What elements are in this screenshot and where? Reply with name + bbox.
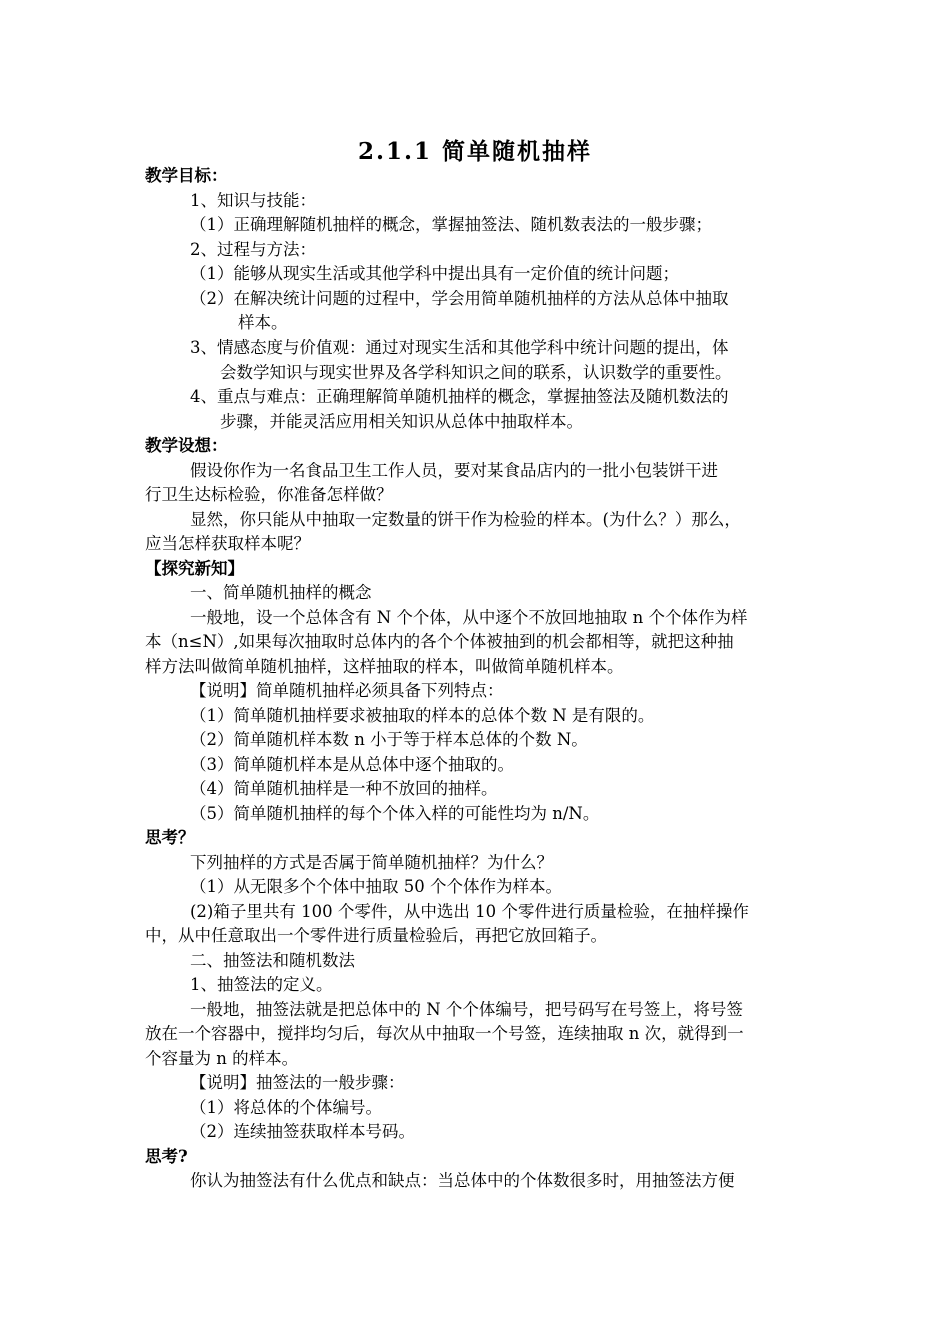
- page-title: 2.1.1 简单随机抽样: [357, 138, 593, 165]
- text-line: 显然，你只能从中抽取一定数量的饼干作为检验的样本。(为什么？）那么，: [190, 510, 741, 529]
- section-heading: 思考？: [145, 828, 195, 847]
- text-line: 3、情感态度与价值观：通过对现实生活和其他学科中统计问题的提出，体: [190, 338, 729, 357]
- text-line: （1）将总体的个体编号。: [190, 1098, 382, 1117]
- text-line: 下列抽样的方式是否属于简单随机抽样？为什么？: [190, 853, 553, 872]
- text-line: 步骤，并能灵活应用相关知识从总体中抽取样本。: [220, 412, 583, 431]
- text-line: 本（n≤N）,如果每次抽取时总体内的各个个体被抽到的机会都相等，就把这种抽: [145, 632, 734, 651]
- text-line: 样方法叫做简单随机抽样，这样抽取的样本，叫做简单随机样本。: [145, 657, 624, 676]
- text-line: （1）能够从现实生活或其他学科中提出具有一定价值的统计问题；: [190, 264, 679, 283]
- text-line: （1）从无限多个个体中抽取 50 个个体作为样本。: [190, 877, 562, 896]
- text-line: 中，从中任意取出一个零件进行质量检验后，再把它放回箱子。: [145, 926, 607, 945]
- text-line: 一、简单随机抽样的概念: [190, 583, 372, 602]
- text-line: 行卫生达标检验，你准备怎样做？: [145, 485, 393, 504]
- text-line: 你认为抽签法有什么优点和缺点：当总体中的个体数很多时，用抽签法方便: [190, 1171, 735, 1190]
- text-line: 【说明】抽签法的一般步骤：: [190, 1073, 405, 1092]
- text-line: 个容量为 n 的样本。: [145, 1049, 299, 1068]
- text-line: 放在一个容器中，搅拌均匀后，每次从中抽取一个号签，连续抽取 n 次，就得到一: [145, 1024, 744, 1043]
- text-line: (2)箱子里共有 100 个零件，从中选出 10 个零件进行质量检验，在抽样操作: [190, 902, 749, 921]
- text-line: 一般地，设一个总体含有 N 个个体，从中逐个不放回地抽取 n 个个体作为样: [190, 608, 748, 627]
- text-line: （1）正确理解随机抽样的概念，掌握抽签法、随机数表法的一般步骤；: [190, 215, 712, 234]
- text-line: （3）简单随机样本是从总体中逐个抽取的。: [190, 755, 514, 774]
- text-line: 1、知识与技能：: [190, 191, 316, 210]
- text-line: 应当怎样获取样本呢？: [145, 534, 310, 553]
- text-line: 【说明】简单随机抽样必须具备下列特点：: [190, 681, 504, 700]
- text-line: （2）连续抽签获取样本号码。: [190, 1122, 415, 1141]
- section-heading: 思考?: [145, 1147, 188, 1166]
- text-line: 二、抽签法和随机数法: [190, 951, 355, 970]
- text-line: 一般地，抽签法就是把总体中的 N 个个体编号，把号码写在号签上，将号签: [190, 1000, 743, 1019]
- text-line: 会数学知识与现实世界及各学科知识之间的联系，认识数学的重要性。: [220, 363, 732, 382]
- section-heading: 【探究新知】: [145, 559, 244, 578]
- text-line: 4、重点与难点：正确理解简单随机抽样的概念，掌握抽签法及随机数法的: [190, 387, 729, 406]
- text-line: 假设你作为一名食品卫生工作人员，要对某食品店内的一批小包装饼干进: [190, 461, 718, 480]
- text-line: （1）简单随机抽样要求被抽取的样本的总体个数 N 是有限的。: [190, 706, 655, 725]
- section-heading: 教学设想：: [145, 436, 228, 455]
- text-line: 2、过程与方法：: [190, 240, 316, 259]
- text-line: 1、抽签法的定义。: [190, 975, 333, 994]
- text-line: （4）简单随机抽样是一种不放回的抽样。: [190, 779, 498, 798]
- text-line: （2）在解决统计问题的过程中，学会用简单随机抽样的方法从总体中抽取: [190, 289, 729, 308]
- text-line: 样本。: [238, 313, 288, 332]
- section-heading: 教学目标：: [145, 166, 228, 185]
- text-line: （2）简单随机样本数 n 小于等于样本总体的个数 N。: [190, 730, 588, 749]
- text-line: （5）简单随机抽样的每个个体入样的可能性均为 n/N。: [190, 804, 600, 823]
